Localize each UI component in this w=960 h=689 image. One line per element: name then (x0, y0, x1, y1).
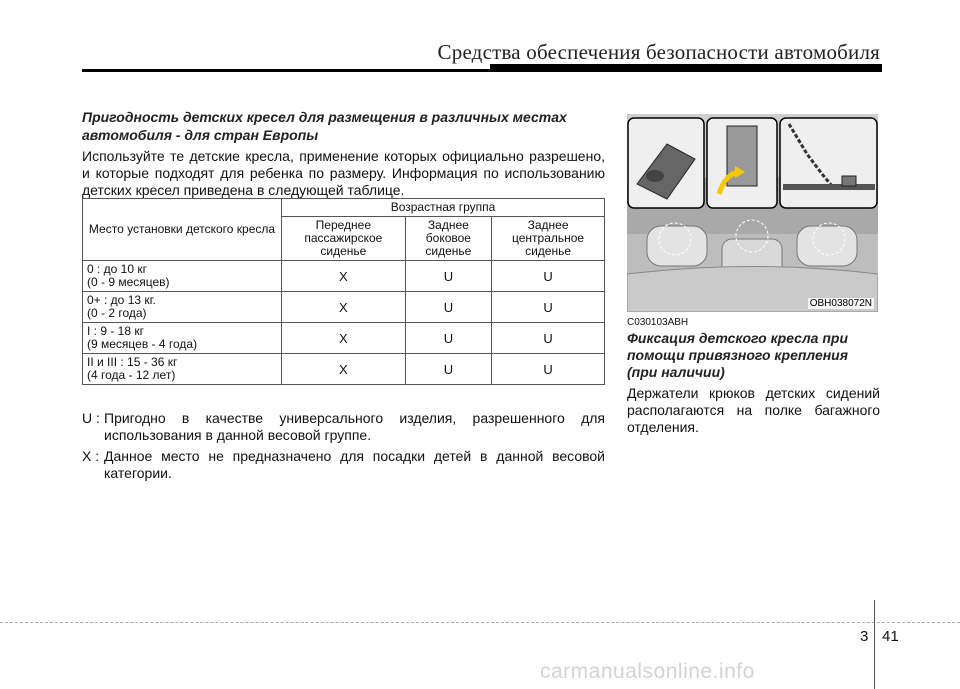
right-paragraph: Держатели крюков детских сидений располагаются на полке багажного отделения. (627, 385, 880, 435)
figure-caption-code: C030103ABH (627, 317, 689, 328)
tether-anchor-figure (627, 114, 878, 312)
table-header-group: Возрастная группа (282, 199, 605, 217)
group-age: (0 - 9 месяцев) (87, 275, 170, 289)
suitability-table (82, 198, 605, 385)
group-age: (4 года - 12 лет) (87, 368, 176, 382)
cell-value: X (282, 261, 406, 292)
footer-divider (874, 600, 875, 689)
legend-text: Пригодно в качестве универсального изделия, разрешенного для использования в данной весовой группе. (104, 410, 605, 443)
header-rule (82, 69, 882, 72)
table-row (83, 261, 605, 292)
legend (82, 410, 605, 486)
page-chapter: 3 (860, 628, 869, 645)
figure-code: OBH038072N (809, 298, 872, 309)
cell-value: U (405, 261, 491, 292)
cell-value: U (492, 323, 605, 354)
table-row (83, 323, 605, 354)
cell-value: U (405, 292, 491, 323)
legend-item (82, 448, 605, 482)
group-age: (0 - 2 года) (87, 306, 147, 320)
page-number: 41 (882, 628, 899, 645)
figure-illustration (627, 114, 878, 312)
watermark: carmanualsonline.info (540, 660, 755, 683)
group-weight: II и III : 15 - 36 кг (87, 355, 178, 369)
cell-value: X (282, 292, 406, 323)
group-weight: 0 : до 10 кг (87, 262, 147, 276)
legend-item (82, 410, 605, 444)
group-weight: 0+ : до 13 кг. (87, 293, 156, 307)
cell-value: U (492, 261, 605, 292)
right-section-title: Фиксация детского кресла при помощи привязного крепления (при наличии) (627, 330, 849, 380)
cell-value: X (282, 354, 406, 385)
footer-rule (0, 622, 960, 623)
cell-value: U (492, 292, 605, 323)
cell-value: U (405, 354, 491, 385)
right-column (627, 330, 880, 436)
table-row (83, 354, 605, 385)
table-col-rear-side: Заднее боковое сиденье (405, 217, 491, 261)
left-column (82, 108, 605, 199)
group-weight: I : 9 - 18 кг (87, 324, 144, 338)
legend-key: U : (82, 410, 100, 426)
page-header-title: Средства обеспечения безопасности автомобиля (437, 40, 880, 64)
intro-paragraph: Используйте те детские кресла, применение которых официально разрешено, и которые подходят для ребенка по размеру. Информация по использованию детских кресел приведена в следующей таблице. (82, 148, 605, 198)
table-col-front: Переднее пассажирское сиденье (282, 217, 406, 261)
cell-value: X (282, 323, 406, 354)
cell-value: U (405, 323, 491, 354)
table-header-location: Место установки детского кресла (83, 199, 282, 261)
legend-key: X : (82, 448, 100, 464)
cell-value: U (492, 354, 605, 385)
group-age: (9 месяцев - 4 года) (87, 337, 198, 351)
legend-text: Данное место не предназначено для посадки детей в данной весовой категории. (104, 448, 605, 481)
table-col-rear-center: Заднее центральное сиденье (492, 217, 605, 261)
table-row (83, 292, 605, 323)
section-title: Пригодность детских кресел для размещения в различных местах автомобиля - для стран Европы (82, 109, 567, 143)
